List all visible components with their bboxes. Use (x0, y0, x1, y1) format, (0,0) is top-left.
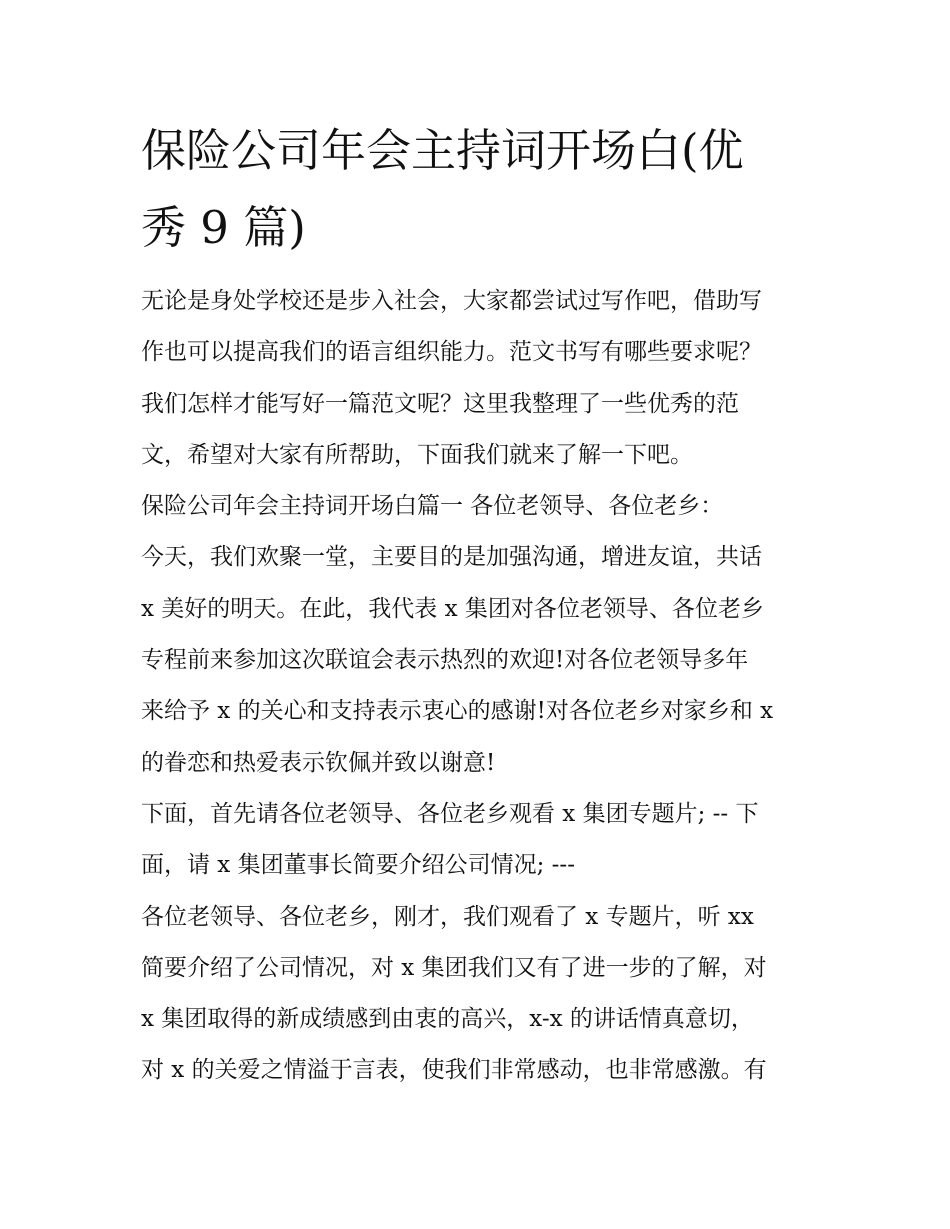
body-line: 下面，首先请各位老领导、各位老乡观看 x 集团专题片; -- 下 (141, 800, 759, 827)
body-line: 我们怎样才能写好一篇范文呢？这里我整理了一些优秀的范 (141, 390, 739, 417)
body-line: 今天，我们欢聚一堂，主要目的是加强沟通，增进友谊，共话 (141, 544, 762, 571)
body-line: 简要介绍了公司情况，对 x 集团我们又有了进一步的了解，对 (141, 954, 767, 981)
body-line: 各位老领导、各位老乡，刚才，我们观看了 x 专题片，听 xx (141, 903, 754, 930)
document-title (141, 112, 821, 266)
body-line: 保险公司年会主持词开场白篇一 各位老领导、各位老乡： (141, 493, 724, 520)
body-line: 来给予 x 的关心和支持表示衷心的感谢!对各位老乡对家乡和 x (141, 698, 774, 725)
body-line: 对 x 的关爱之情溢于言表，使我们非常感动，也非常感激。有 (141, 1057, 767, 1084)
body-line: 专程前来参加这次联谊会表示热烈的欢迎!对各位老领导多年 (141, 647, 749, 674)
body-line: x 美好的明天。在此，我代表 x 集团对各位老领导、各位老乡 (141, 595, 764, 622)
body-line: 文，希望对大家有所帮助，下面我们就来了解一下吧。 (141, 441, 693, 468)
body-line: 作也可以提高我们的语言组织能力。范文书写有哪些要求呢？ (141, 339, 762, 366)
title-line: 保险公司年会主持词开场白(优 (141, 124, 744, 177)
body-line: 的眷恋和热爱表示钦佩并致以谢意! (141, 749, 496, 776)
title-line: 秀 9 篇) (141, 201, 306, 254)
body-line: 面，请 x 集团董事长简要介绍公司情况; --- (141, 852, 575, 879)
body-line: x 集团取得的新成绩感到由衷的高兴，x-x 的讲话情真意切， (141, 1006, 754, 1033)
document-body (141, 276, 821, 1097)
body-line: 无论是身处学校还是步入社会，大家都尝试过写作吧，借助写 (141, 288, 762, 314)
